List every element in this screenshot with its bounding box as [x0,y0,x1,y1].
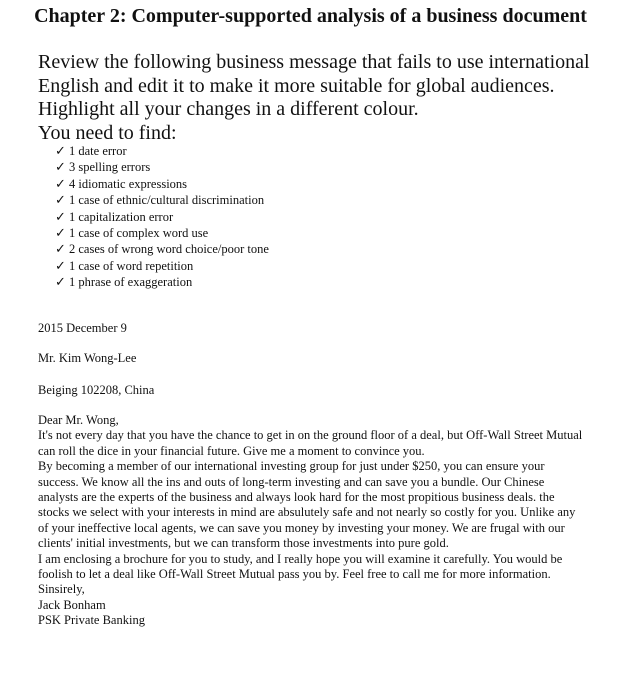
letter-body [38,413,583,629]
letter-recipient: Mr. Kim Wong-Lee [38,351,137,365]
page-title: Chapter 2: Computer-supported analysis of a business document [34,5,587,27]
checkmark-icon: ✓ [55,175,66,191]
checklist-item: ✓ 1 date error [55,143,127,158]
checklist-item: ✓ 1 case of word repetition [55,257,194,273]
letter-signer-company: PSK Private Banking [38,613,145,628]
letter-closing: Sinsirely, [38,582,85,597]
checklist-item: ✓ 1 case of ethnic/cultural discrimination [55,192,265,208]
checkmark-icon: ✓ [55,225,66,241]
checkmark-icon: ✓ [55,257,66,273]
checklist-item: ✓ 3 spelling errors [55,159,151,175]
checkmark-icon: ✓ [55,241,66,257]
checklist-item: ✓ 1 capitalization error [55,208,174,224]
checkmark-icon: ✓ [55,208,66,224]
checklist-item: ✓ 2 cases of wrong word choice/poor tone [55,241,269,257]
letter-salutation: Dear Mr. Wong, [38,413,119,427]
checkmark-icon: ✓ [55,274,66,290]
letter-paragraph: I am enclosing a brochure for you to study, and I really hope you will examine it carefully. You would be foolish to let a deal like Off-Wall Street Mutual pass you by. Feel free to call me for more information. [38,551,563,582]
need-to-find-label: You need to find: [38,122,177,144]
letter-date: 2015 December 9 [38,321,127,335]
letter-paragraph: It's not every day that you have the chance to get in on the ground floor of a deal, but Off-Wall Street Mutual can roll the dice in your financial future. Give me a moment to convince you. [38,428,583,458]
checklist-item: ✓ 1 phrase of exaggeration [55,274,193,290]
checklist-item: ✓ 4 idiomatic expressions [55,175,188,191]
checklist-item: ✓ 1 case of complex word use [55,225,209,241]
letter-signer-name: Jack Bonham [38,597,106,612]
checklist [55,143,269,291]
letter-paragraph: By becoming a member of our international investing group for just under $250, you can ensure your success. We know all the ins and outs of long-term investing and can save you a bundle. Our Chinese analysts are the experts of the business and always look hard for the most propitious business deals. the stocks we select with your interests in mind are absulutely safe and not nearly so costly for you. Unlike any of your ineffective local agents, we can save you money by investing your money. We are frugal with our clients' initial investments, but we can transform those investments into pure gold. [38,459,576,551]
letter-address: Beiging 102208, China [38,383,155,397]
checkmark-icon: ✓ [55,192,66,208]
checkmark-icon: ✓ [55,143,66,158]
checkmark-icon: ✓ [55,159,66,175]
instructions-text: Review the following business message that fails to use international English and edit it to make it more suitable for global audiences. Highlight all your changes in a different colour. [38,51,590,120]
